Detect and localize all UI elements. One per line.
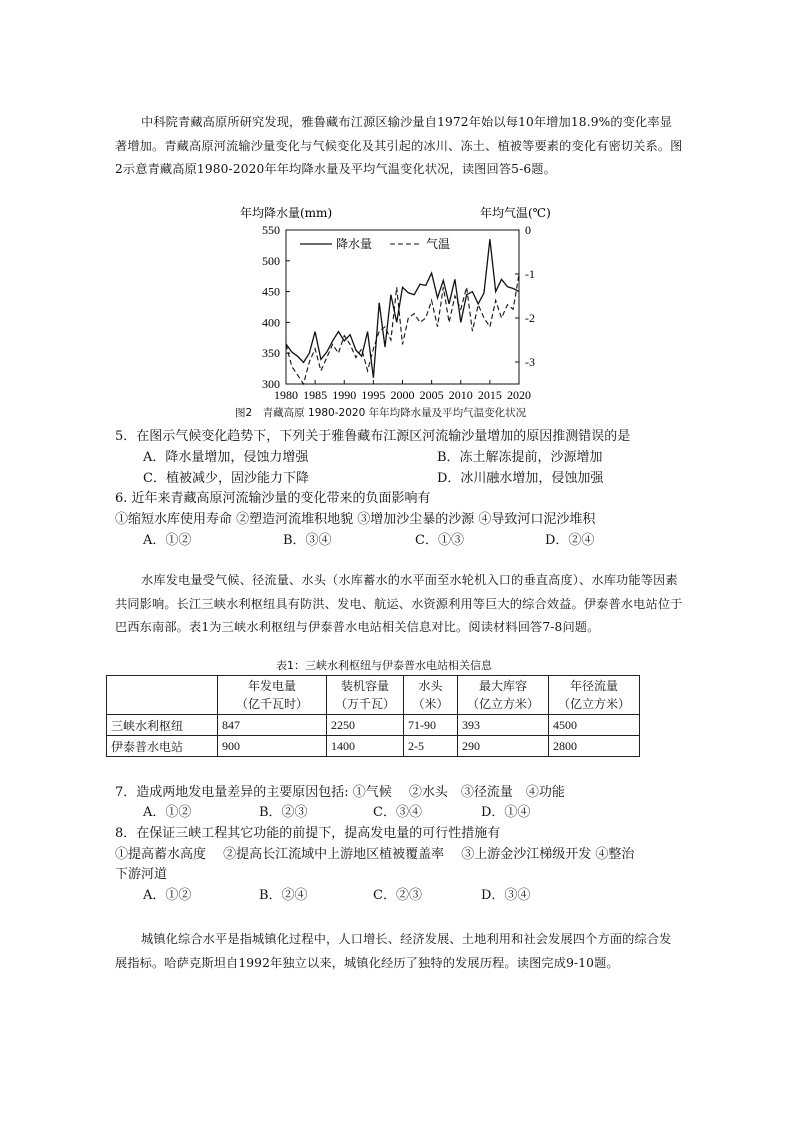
q5-option-c: C．植被减少，固沙能力下降: [143, 471, 309, 486]
x-tick-label: 2015: [477, 388, 502, 402]
precipitation-series-line: [286, 239, 519, 378]
table-header-row: [107, 676, 640, 715]
question-7-stem: 7．造成两地发电量差异的主要原因包括: ①气候 ②水头 ③径流量 ④功能: [115, 785, 565, 800]
passage-3: 城镇化综合水平是指城镇化过程中，人口增长、经济发展、土地利用和社会发展四个方面的综合发展指标。哈萨克斯坦自1992年独立以来，城镇化经历了独特的发展历程。读图完成9-10题。: [115, 932, 672, 970]
question-8-stem: 8．在保证三峡工程其它功能的前提下，提高发电量的可行性措施有: [115, 826, 501, 841]
row-label: 伊泰普水电站: [107, 736, 218, 757]
x-tick-label: 2005: [419, 388, 444, 402]
table-corner: [107, 676, 218, 715]
figure-caption: 图2 青藏高原 1980-2020 年年均降水量及平均气温变化状况: [235, 407, 527, 419]
table-cell: 1400: [327, 736, 404, 757]
q6-option-d: D．②④: [545, 533, 595, 548]
table-cell: 2250: [327, 715, 404, 736]
question-8-items-line1: ①提高蓄水高度 ②提高长江流域中上游地区植被覆盖率 ③上游金沙江梯级开发 ④整治: [115, 847, 635, 862]
table-cell: 2800: [549, 736, 640, 757]
q7-option-a: A．①②: [143, 805, 192, 820]
q6-option-a: A．①②: [143, 533, 192, 548]
q5-option-a: A．降水量增加，侵蚀力增强: [143, 450, 309, 465]
table-header-cell: 最大库容 （亿立方米）: [458, 676, 549, 715]
legend-precipitation: 降水量: [336, 237, 373, 251]
table-cell: 2-5: [404, 736, 458, 757]
x-tick-label: 2020: [507, 388, 531, 402]
y-right-tick-label: -3: [525, 355, 535, 369]
question-6-stem: 6. 近年来青藏高原河流输沙量的变化带来的负面影响有: [115, 491, 431, 506]
q5-option-d: D．冰川融水增加，侵蚀加强: [437, 471, 604, 486]
table-header-cell: 年发电量 （亿千瓦时）: [218, 676, 327, 715]
q6-option-c: C．①③: [415, 533, 464, 548]
hydro-info-table: [106, 675, 640, 757]
legend-temperature: 气温: [426, 237, 451, 251]
y-left-tick-label: 550: [262, 223, 280, 237]
y-left-tick-label: 450: [262, 284, 280, 299]
table-cell: 393: [458, 715, 549, 736]
table-header-cell: 水头 （米）: [404, 676, 458, 715]
table-row: [107, 736, 640, 757]
table-header-cell: 装机容量 （万千瓦）: [327, 676, 404, 715]
y-right-tick-label: -2: [525, 311, 535, 325]
q8-option-c: C．②③: [373, 888, 422, 903]
question-5-stem: 5．在图示气候变化趋势下，下列关于雅鲁藏布江源区河流输沙量增加的原因推测错误的是: [115, 429, 631, 444]
legend: [300, 236, 450, 251]
y-right-tick-label: -1: [525, 267, 535, 281]
q7-option-d: D．①④: [481, 805, 531, 820]
y-left-tick-label: 350: [262, 346, 280, 361]
question-8-items-line2: 下游河道: [115, 867, 168, 882]
x-tick-label: 2000: [390, 388, 415, 402]
x-tick-label: 1995: [361, 388, 386, 402]
q5-option-b: B．冻土解冻提前，沙源增加: [437, 450, 603, 465]
plot-frame: [286, 230, 519, 384]
passage-2: 水库发电量受气候、径流量、水头（水库蓄水的水平面至水轮机入口的垂直高度）、水库功能等因素共同影响。长江三峡水利枢纽具有防洪、发电、航运、水资源利用等巨大的综合效益。伊泰普水电站位于巴西东南部。表1为三峡水利枢纽与伊泰普水电站相关信息对比。阅读材料回答7-8问题。: [115, 573, 683, 634]
x-tick-label: 1985: [303, 388, 328, 402]
table-cell: 4500: [549, 715, 640, 736]
y-left-tick-label: 500: [262, 253, 280, 268]
precipitation-temperature-chart: [230, 203, 550, 403]
question-6-items: ①缩短水库使用寿命 ②塑造河流堆积地貌 ③增加沙尘暴的沙源 ④导致河口泥沙堆积: [115, 512, 596, 527]
table-row: [107, 715, 640, 736]
y-right-tick-label: 0: [525, 223, 531, 237]
y-axis-left-label: 年均降水量(mm): [240, 206, 333, 220]
q7-option-c: C．③④: [373, 805, 422, 820]
table-cell: 290: [458, 736, 549, 757]
table-caption: 表1：三峡水利枢纽与伊泰普水电站相关信息: [276, 659, 492, 672]
x-tick-label: 2010: [448, 388, 473, 402]
q8-option-d: D．③④: [481, 888, 531, 903]
passage-1: 中科院青藏高原所研究发现，雅鲁藏布江源区输沙量自1972年始以每10年增加18.9%的变化率显著增加。青藏高原河流输沙量变化与气候变化及其引起的冰川、冻土、植被等要素的变化有密切关系。图2示意青藏高原1980-2020年年均降水量及平均气温变化状况，读图回答5-6题。: [115, 115, 683, 176]
table-cell: 900: [218, 736, 327, 757]
q8-option-a: A．①②: [143, 888, 192, 903]
y-axis-right-label: 年均气温(℃): [480, 206, 551, 220]
x-tick-label: 1990: [332, 388, 357, 402]
y-left-tick-label: 400: [262, 315, 280, 330]
row-label: 三峡水利枢纽: [107, 715, 218, 736]
table-cell: 847: [218, 715, 327, 736]
q8-option-b: B．②④: [259, 888, 308, 903]
y-left-tick-label: 300: [262, 377, 280, 391]
table-header-cell: 年径流量 （亿立方米）: [549, 676, 640, 715]
q6-option-b: B．③④: [283, 533, 332, 548]
table-cell: 71-90: [404, 715, 458, 736]
q7-option-b: B．②③: [259, 805, 308, 820]
x-tick-label: 1980: [274, 388, 298, 402]
